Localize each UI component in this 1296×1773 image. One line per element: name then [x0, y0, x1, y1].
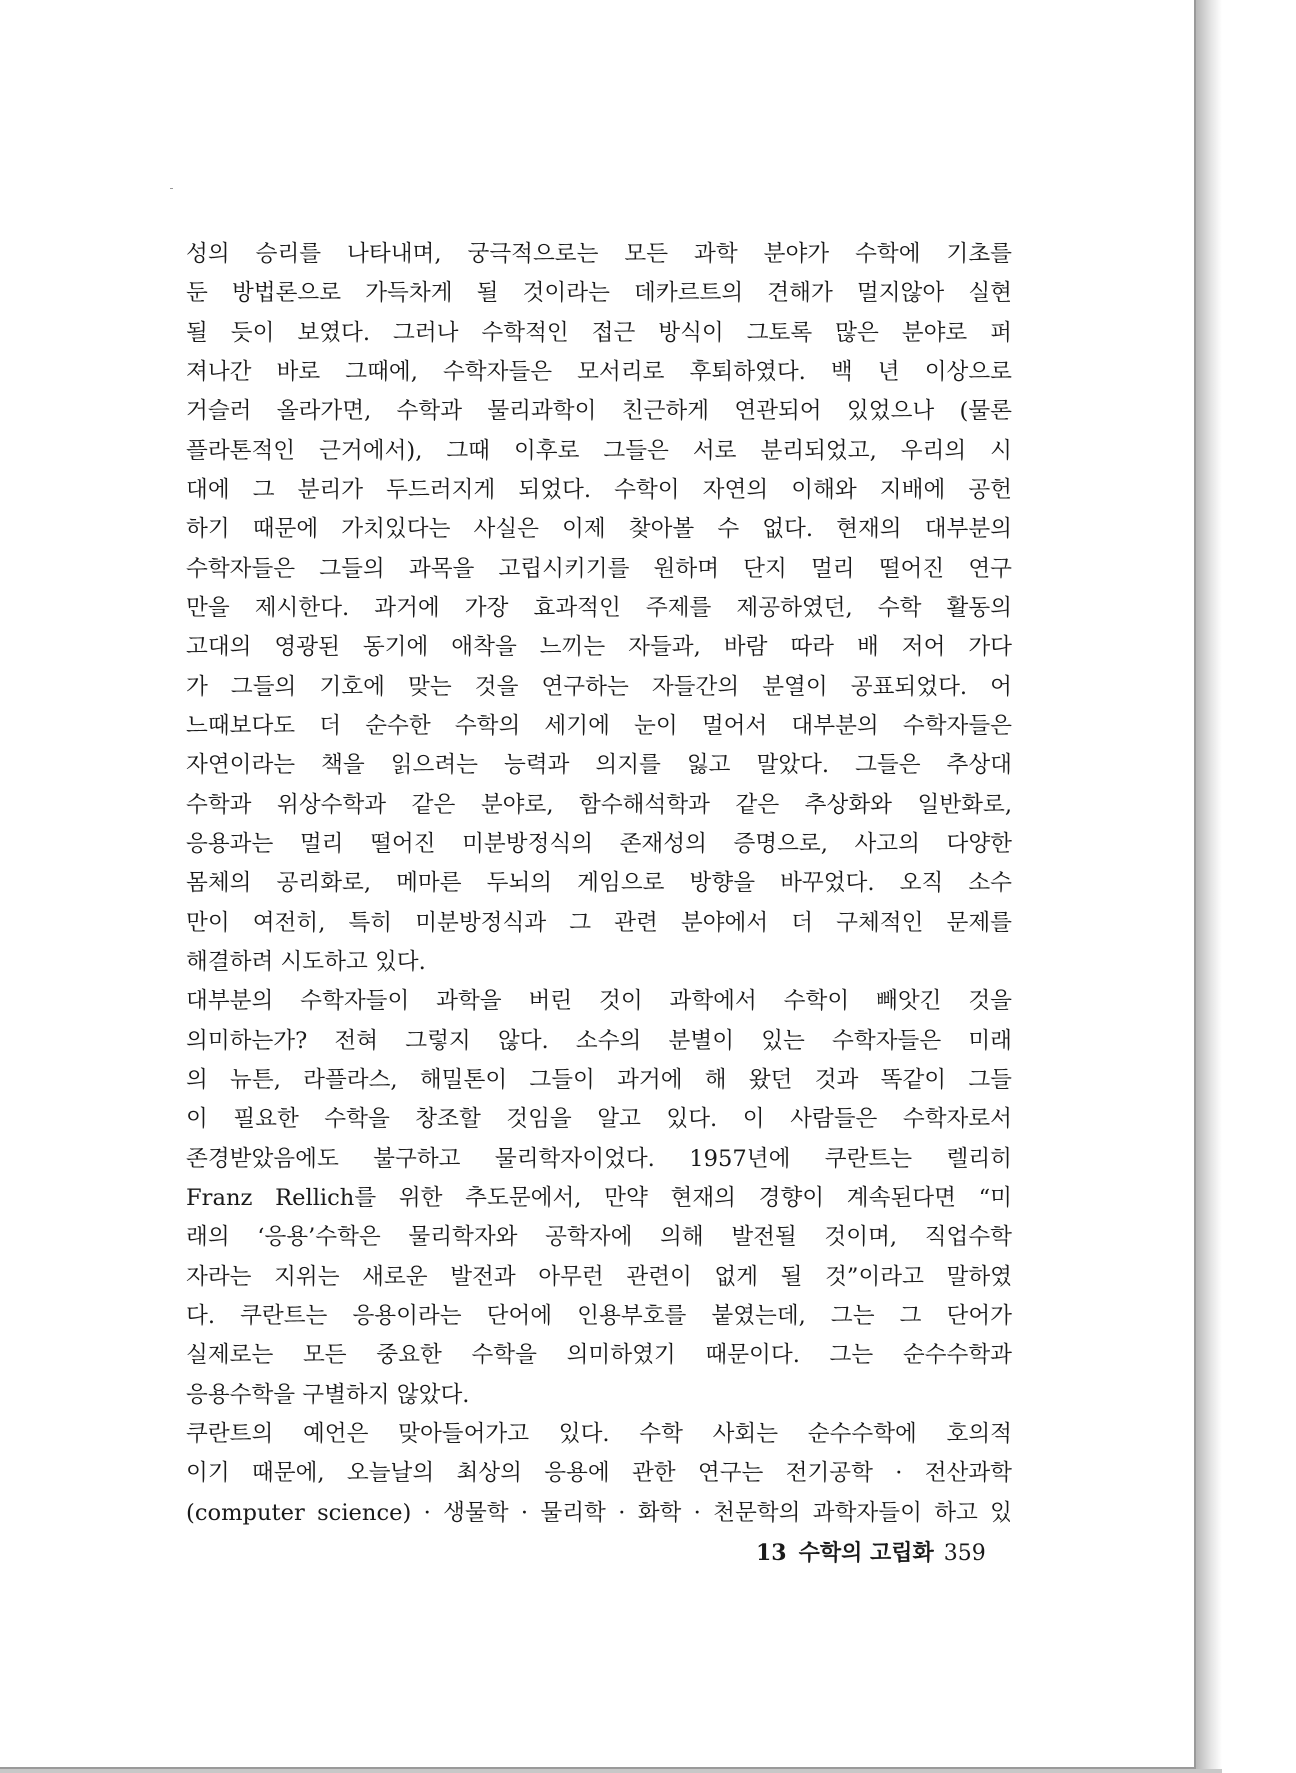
- text-line: 응용과는 멀리 떨어진 미분방정식의 존재성의 증명으로, 사고의 다양한: [186, 830, 1012, 857]
- text-line: 다. 쿠란트는 응용이라는 단어에 인용부호를 붙였는데, 그는 그 단어가: [186, 1302, 1012, 1329]
- text-line: 플라톤적인 근거에서), 그때 이후로 그들은 서로 분리되었고, 우리의 시: [186, 437, 1012, 464]
- text-line: 만을 제시한다. 과거에 가장 효과적인 주제를 제공하였던, 수학 활동의: [186, 594, 1012, 621]
- text-line: 대부분의 수학자들이 과학을 버린 것이 과학에서 수학이 빼앗긴 것을: [186, 988, 1012, 1015]
- text-line: 응용수학을 구별하지 않았다.: [186, 1381, 470, 1408]
- text-line: 해결하려 시도하고 있다.: [186, 948, 426, 975]
- text-line: 쿠란트의 예언은 맞아들어가고 있다. 수학 사회는 순수수학에 호의적: [186, 1420, 1012, 1447]
- text-line: 의미하는가? 전혀 그렇지 않다. 소수의 분별이 있는 수학자들은 미래: [186, 1027, 1012, 1054]
- page-number: 359: [943, 1541, 986, 1566]
- page-edge-shadow: [1196, 0, 1222, 1773]
- text-line: 가 그들의 기호에 맞는 것을 연구하는 자들간의 분열이 공표되었다. 어: [186, 673, 1012, 700]
- text-line: 성의 승리를 나타내며, 궁극적으로는 모든 과학 분야가 수학에 기초를: [186, 241, 1012, 267]
- text-line: 거슬러 올라가면, 수학과 물리과학이 친근하게 연관되어 있었으나 (물론: [186, 398, 1012, 425]
- text-line: Franz Rellich를 위한 추도문에서, 만약 현재의 경향이 계속된다면 “미: [186, 1184, 1012, 1211]
- chapter-title: 수학의 고립화: [798, 1540, 934, 1566]
- running-footer: [756, 1536, 1012, 1567]
- scan-mark: [170, 188, 173, 189]
- text-line: 만이 여전히, 특히 미분방정식과 그 관련 분야에서 더 구체적인 문제를: [186, 909, 1012, 936]
- text-line: 래의 ‘응용’수학은 물리학자와 공학자에 의해 발전될 것이며, 직업수학: [186, 1224, 1012, 1251]
- text-line: 존경받았음에도 불구하고 물리학자이었다. 1957년에 쿠란트는 렐리히: [186, 1145, 1012, 1172]
- text-line: 하기 때문에 가치있다는 사실은 이제 찾아볼 수 없다. 현재의 대부분의: [186, 516, 1012, 543]
- text-line: 둔 방법론으로 가득차게 될 것이라는 데카르트의 견해가 멀지않아 실현: [186, 280, 1012, 307]
- text-line: 수학자들은 그들의 과목을 고립시키기를 원하며 단지 멀리 떨어진 연구: [186, 555, 1012, 582]
- text-line: 대에 그 분리가 두드러지게 되었다. 수학이 자연의 이해와 지배에 공헌: [186, 476, 1012, 503]
- text-line: 될 듯이 보였다. 그러나 수학적인 접근 방식이 그토록 많은 분야로 퍼: [186, 319, 1012, 346]
- chapter-number: 13: [756, 1540, 787, 1566]
- body-text: [186, 235, 1012, 1533]
- text-line: 의 뉴튼, 라플라스, 해밀톤이 그들이 과거에 해 왔던 것과 똑같이 그들: [186, 1066, 1012, 1093]
- page-bottom-shadow: [0, 1769, 1222, 1773]
- text-line: 이 필요한 수학을 창조할 것임을 알고 있다. 이 사람들은 수학자로서: [186, 1106, 1012, 1133]
- text-line: 자라는 지위는 새로운 발전과 아무런 관련이 없게 될 것”이라고 말하였: [186, 1263, 1012, 1290]
- text-line: 느때보다도 더 순수한 수학의 세기에 눈이 멀어서 대부분의 수학자들은: [186, 712, 1012, 739]
- text-line: 져나간 바로 그때에, 수학자들은 모서리로 후퇴하였다. 백 년 이상으로: [186, 358, 1012, 385]
- text-line: 고대의 영광된 동기에 애착을 느끼는 자들과, 바람 따라 배 저어 가다: [186, 634, 1012, 661]
- text-line: 이기 때문에, 오늘날의 최상의 응용에 관한 연구는 전기공학 · 전산과학: [186, 1460, 1012, 1487]
- text-line: 실제로는 모든 중요한 수학을 의미하였기 때문이다. 그는 순수수학과: [186, 1342, 1012, 1369]
- text-line: 몸체의 공리화로, 메마른 두뇌의 게임으로 방향을 바꾸었다. 오직 소수: [186, 870, 1012, 897]
- text-line: 수학과 위상수학과 같은 분야로, 함수해석학과 같은 추상화와 일반화로,: [186, 791, 1012, 818]
- text-line: (computer science) · 생물학 · 물리학 · 화학 · 천문학의 과학자들이 하고 있: [186, 1499, 1012, 1526]
- text-line: 자연이라는 책을 읽으려는 능력과 의지를 잃고 말았다. 그들은 추상대: [186, 752, 1012, 779]
